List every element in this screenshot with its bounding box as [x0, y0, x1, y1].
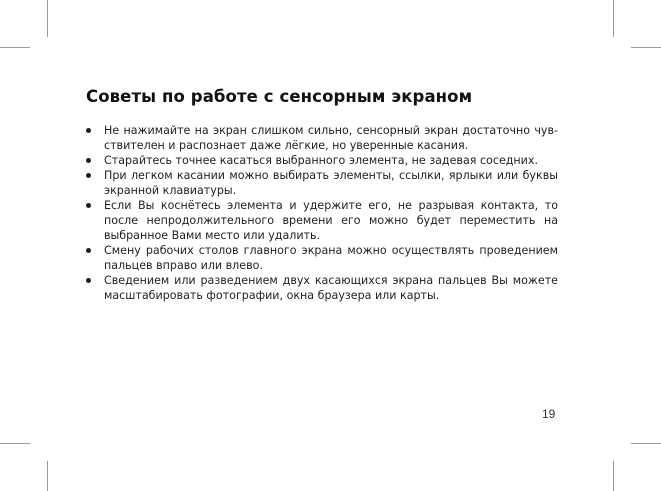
tip-text: При легком касании можно выбирать элементы, ссылки, ярлыки или буквы экранной клавиатуры.: [104, 169, 558, 197]
list-item: [86, 198, 558, 243]
tip-text: Не нажимайте на экран слишком сильно, сенсорный экран достаточно чувствителен и распознает даже лёгкие, но уверенные касания.: [104, 124, 558, 152]
bullet-icon: [86, 128, 91, 133]
list-item: [86, 273, 558, 303]
tip-text: Сведением или разведением двух касающихся экрана пальцев Вы можете масштабировать фотографии, окна браузера или карты.: [104, 274, 558, 302]
tip-text: Старайтесь точнее касаться выбранного элемента, не задевая соседних.: [104, 154, 538, 167]
bullet-icon: [86, 203, 91, 208]
list-item: [86, 153, 558, 168]
tip-text: Если Вы коснётесь элемента и удержите его, не разрывая контакта, то после непродолжительного времени его можно будет переместить на выбранное Вами место или удалить.: [104, 199, 558, 242]
tip-text: Смену рабочих столов главного экрана можно осуществлять проведением пальцев вправо или влево.: [104, 244, 558, 272]
tips-list: [86, 123, 558, 303]
list-item: [86, 168, 558, 198]
crop-mark-bottom-left-vertical: [47, 461, 48, 491]
crop-mark-bottom-left-horizontal: [0, 443, 30, 444]
bullet-icon: [86, 173, 91, 178]
crop-mark-top-left-horizontal: [0, 47, 30, 48]
crop-mark-bottom-right-horizontal: [631, 443, 661, 444]
crop-mark-bottom-right-vertical: [613, 461, 614, 491]
crop-mark-top-left-vertical: [47, 0, 48, 37]
list-item: [86, 243, 558, 273]
list-item: [86, 123, 558, 153]
bullet-icon: [86, 248, 91, 253]
crop-mark-top-right-vertical: [613, 0, 614, 37]
crop-mark-top-right-horizontal: [631, 47, 661, 48]
bullet-icon: [86, 158, 91, 163]
bullet-icon: [86, 278, 91, 283]
page-number: 19: [542, 407, 556, 421]
page-title: Советы по работе с сенсорным экраном: [86, 87, 473, 106]
